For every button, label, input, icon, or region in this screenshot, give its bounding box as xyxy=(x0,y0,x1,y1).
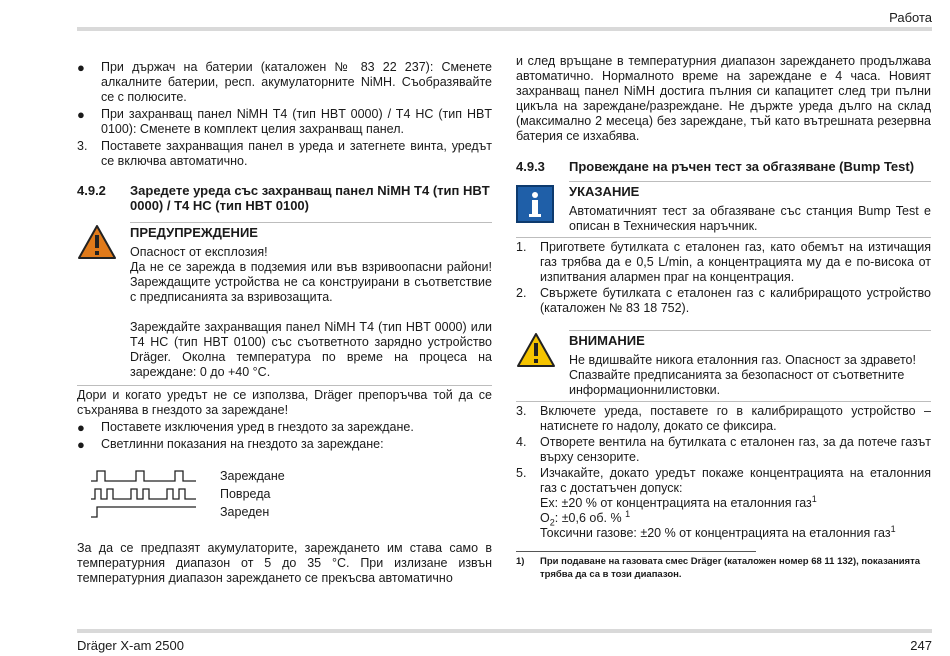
signal-legend xyxy=(77,467,492,521)
bullet-icon: ● xyxy=(77,420,85,435)
step-text: Отворете вентила на бутилката с еталонен газ, за да потече газът върху сензорите. xyxy=(540,435,931,464)
caution-icon-cell xyxy=(516,330,569,398)
bullet-text: Светлинни показания на гнездото за зареждане: xyxy=(101,437,384,451)
warning-heading: ПРЕДУПРЕЖДЕНИЕ xyxy=(130,225,258,240)
steps-list xyxy=(516,401,931,541)
right-column xyxy=(516,54,931,581)
signal-label: Повреда xyxy=(220,486,271,501)
list-item xyxy=(516,240,931,285)
note-box xyxy=(516,181,931,234)
info-icon xyxy=(516,185,554,223)
bullet-icon: ● xyxy=(77,107,85,122)
list-item xyxy=(516,466,931,541)
warning-text: Зареждайте захранващия панел NiMH T4 (тип HBT 0000) или T4 HC (тип HBT 0100) със съответното зарядно устройство Dräger. Околна температура по време на процеса на зареждане: 0 до +40 °C. xyxy=(130,320,492,379)
header-title: Работа xyxy=(889,10,932,25)
list-item xyxy=(77,139,492,169)
warning-body xyxy=(130,222,492,380)
section-heading xyxy=(77,183,492,213)
paragraph: За да се предпазят акумулаторите, зареждането им става само в температурния диапазон от 5 до 35 °C. При излизане извън температурния диапазон зареждането се прекъсва автоматично xyxy=(77,541,492,585)
signal-row xyxy=(77,503,492,521)
bullet-text: Поставете изключения уред в гнездото за зареждане. xyxy=(101,420,414,434)
caution-box xyxy=(516,330,931,398)
footer-product: Dräger X-am 2500 xyxy=(77,638,184,653)
list-item xyxy=(77,107,492,137)
footnote-text: При подаване на газовата смес Dräger (каталожен номер 68 11 132), показанията трябва да са в този диапазон. xyxy=(540,556,921,580)
step-number: 5. xyxy=(516,466,527,480)
charging-signal-icon xyxy=(91,469,196,483)
footer-rule xyxy=(77,629,932,633)
steps-list xyxy=(516,237,931,316)
section-number: 4.9.3 xyxy=(516,159,545,174)
signal-row xyxy=(77,485,492,503)
step-text: Пригответе бутилката с еталонен газ, като обемът на изтичащия газ трябва да е 0,5 L/min, а концентрацията му да е по-висока от изпитвания алармен праг на концентрация. xyxy=(540,240,931,284)
tolerance-o2: $O_2$: ±0,6 об. % $^1$ xyxy=(540,508,631,528)
step-text: Поставете захранващия панел в уреда и затегнете винта, уредът се включва автоматично. xyxy=(101,139,492,168)
step-number: 3. xyxy=(516,404,527,418)
left-column xyxy=(77,60,492,586)
note-heading: УКАЗАНИЕ xyxy=(569,184,640,199)
bullet-text: При държач на батерии (каталожен № 83 22 237): Сменете алкалните батерии, респ. акумулаторните NiMH. Съобразявайте се с полюсите. xyxy=(101,60,492,104)
bullet-icon: ● xyxy=(77,60,85,75)
warning-triangle-icon xyxy=(77,224,117,260)
page-number: 247 xyxy=(910,638,932,653)
section-title: Заредете уреда със захранващ панел NiMH T4 (тип HBT 0000) / T4 HC (тип HBT 0100) xyxy=(130,183,490,213)
caution-heading: ВНИМАНИЕ xyxy=(569,333,645,348)
note-text: Автоматичният тест за обгазяване със станция Bump Test е описан в Техническия наръчник. xyxy=(569,204,931,233)
header-rule xyxy=(77,27,932,31)
paragraph: Дори и когато уредът не се използва, Dräger препоръчва той да се съхранява в гнездото за зареждане! xyxy=(77,385,492,418)
step-content xyxy=(540,466,931,541)
bullet-icon: ● xyxy=(77,437,85,452)
section-heading xyxy=(516,159,931,174)
tolerance-ex: Ex: ±20 % от концентрацията на еталонния газ$^1$ xyxy=(540,493,817,510)
footnote xyxy=(516,555,931,581)
step-number: 1. xyxy=(516,240,527,254)
list-item xyxy=(516,435,931,465)
signal-row xyxy=(77,467,492,485)
section-number: 4.9.2 xyxy=(77,183,106,198)
bullet-text: При захранващ панел NiMH T4 (тип HBT 0000) / T4 HC (тип HBT 0100): Сменете в комплект целия захранващ панел. xyxy=(101,107,492,136)
caution-triangle-icon xyxy=(516,332,556,368)
warning-box xyxy=(77,222,492,380)
caution-body xyxy=(569,330,931,398)
step-text: Свържете бутилката с еталонен газ с калибриращото устройство (каталожен № 83 18 752). xyxy=(540,286,931,315)
note-icon-cell xyxy=(516,181,569,234)
list-item xyxy=(516,404,931,434)
list-item xyxy=(516,286,931,316)
step-number: 4. xyxy=(516,435,527,449)
signal-label: Зареден xyxy=(220,504,270,519)
footnote-key: 1) xyxy=(516,556,525,567)
warning-text: Да не се зарежда в подземия или във взривоопасни райони! Зареждащите устройства не са конструирани в съответствие с предписанията за взривозащита. xyxy=(130,260,492,304)
paragraph: и след връщане в температурния диапазон зареждането продължава автоматично. Нормалното време на зареждане е 4 часа. Новият захранващ панел NiMH достига пълния си капацитет след три пълни цикъла на зареждане/разреждане. Не държте уреда дълго на склад (максимално 2 месеца) без зареждане, тъй като вътрешната резервна батерия се изхабява. xyxy=(516,54,931,143)
footnote-rule xyxy=(516,551,756,552)
step-text: Включете уреда, поставете го в калибриращото устройство – натиснете го надолу, докато се фиксира. xyxy=(540,404,931,433)
note-body xyxy=(569,181,931,234)
warning-icon-cell xyxy=(77,222,130,380)
step-text: Изчакайте, докато уредът покаже концентрацията на еталонния газ с достатъчен допуск: xyxy=(540,466,931,495)
warning-text: Опасност от експлозия! xyxy=(130,245,268,259)
list-item xyxy=(77,420,492,435)
list-item xyxy=(77,60,492,105)
section-title: Провеждане на ръчен тест за обгазяване (Bump Test) xyxy=(569,159,915,174)
step-number: 2. xyxy=(516,286,527,300)
caution-text: Не вдишвайте никога еталонния газ. Опасност за здравето! Спазвайте предписанията за безопасност от съответните информационнилистовки. xyxy=(569,353,916,397)
step-number: 3. xyxy=(77,139,88,153)
tolerance-toxic: Токсични газове: ±20 % от концентрацията на еталонния газ$^1$ xyxy=(540,523,896,540)
fault-signal-icon xyxy=(91,487,196,501)
charged-signal-icon xyxy=(91,505,196,519)
signal-label: Зареждане xyxy=(220,468,285,483)
list-item xyxy=(77,437,492,452)
